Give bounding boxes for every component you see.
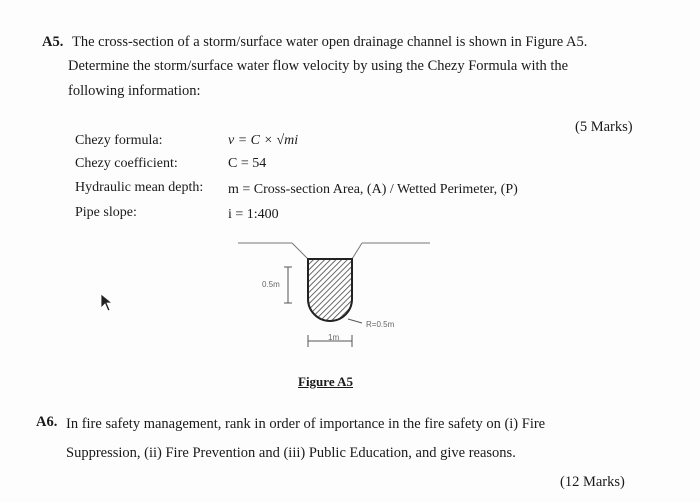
chezy-formula-value: v = C × √mi	[228, 133, 299, 148]
question-a6-marks: (12 Marks)	[560, 474, 625, 490]
question-a5-marks: (5 Marks)	[575, 119, 633, 135]
question-a6-line-1: In fire safety management, rank in order of importance in the fire safety on (i) Fire	[66, 416, 546, 432]
question-a5-line-2: Determine the storm/surface water flow velocity by using the Chezy Formula with the	[68, 58, 569, 74]
bank-right	[352, 243, 362, 259]
radius-label: R=0.5m	[366, 320, 395, 329]
hydraulic-mean-depth-value: m = Cross-section Area, (A) / Wetted Perimeter, (P)	[228, 182, 518, 197]
mouse-cursor-icon	[100, 293, 114, 313]
radius-pointer	[348, 319, 362, 323]
depth-label: 0.5m	[262, 280, 280, 289]
width-label: 1m	[328, 333, 340, 342]
water-fill	[308, 259, 352, 321]
bank-left	[292, 243, 308, 259]
pipe-slope-label: Pipe slope:	[75, 205, 137, 220]
question-a5-number: A5.	[42, 34, 64, 50]
question-a5-line-1: The cross-section of a storm/surface water open drainage channel is shown in Figure A5.	[72, 34, 588, 50]
chezy-coefficient-value: C = 54	[228, 156, 267, 171]
chezy-coefficient-label: Chezy coefficient:	[75, 156, 178, 171]
question-a5-line-3: following information:	[68, 83, 201, 99]
hydraulic-mean-depth-label: Hydraulic mean depth:	[75, 180, 204, 195]
figure-caption: Figure A5	[298, 374, 354, 389]
question-a6-number: A6.	[36, 414, 58, 430]
pipe-slope-value: i = 1:400	[228, 207, 279, 222]
question-a6-line-2: Suppression, (ii) Fire Prevention and (iii) Public Education, and give reasons.	[66, 445, 516, 461]
channel-cross-section-diagram	[230, 235, 440, 365]
chezy-formula-label: Chezy formula:	[75, 133, 163, 148]
